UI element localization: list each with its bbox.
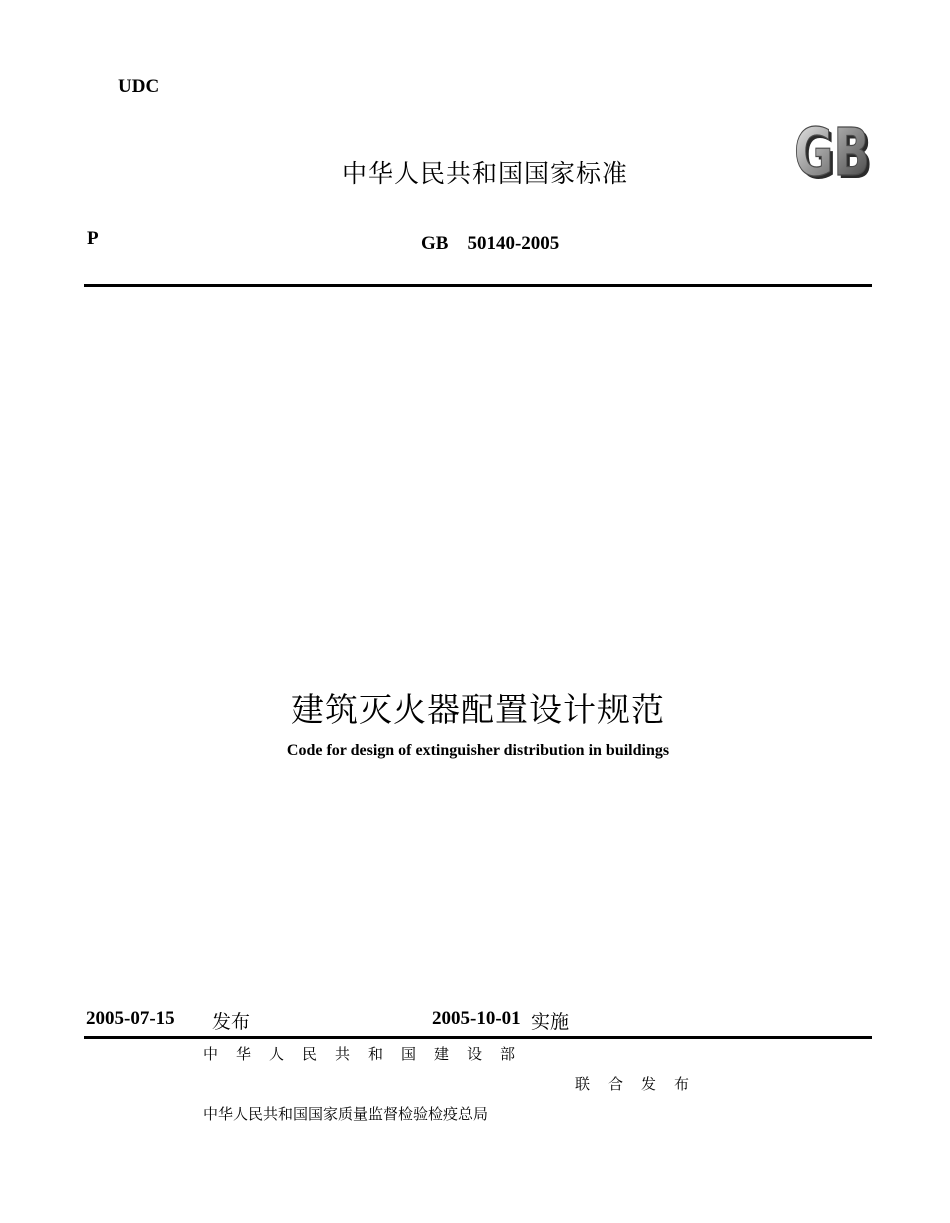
classification-code: P (87, 228, 99, 249)
issuer-administration: 中华人民共和国国家质量监督检验检疫总局 (203, 1105, 489, 1123)
bottom-divider (84, 1036, 872, 1039)
top-divider (84, 284, 872, 287)
issue-label: 发布 (212, 1011, 251, 1033)
svg-text:GB: GB (794, 114, 870, 186)
issue-date: 2005-07-15 (86, 1008, 175, 1029)
document-title-chinese: 建筑灭火器配置设计规范 (291, 690, 665, 729)
implementation-date: 2005-10-01 (432, 1008, 521, 1029)
standard-number: GB 50140-2005 (421, 233, 560, 254)
joint-release-label: 联合发布 (575, 1075, 708, 1093)
gb-logo (790, 98, 874, 186)
national-standard-heading: 中华人民共和国国家标准 (341, 159, 628, 188)
implementation-label: 实施 (531, 1011, 570, 1033)
document-title-english: Code for design of extinguisher distribution in buildings (286, 742, 670, 759)
issuer-ministry: 中华人民共和国建设部 (203, 1045, 534, 1063)
udc-label: UDC (118, 76, 160, 97)
svg-text:GB: GB (797, 117, 873, 186)
